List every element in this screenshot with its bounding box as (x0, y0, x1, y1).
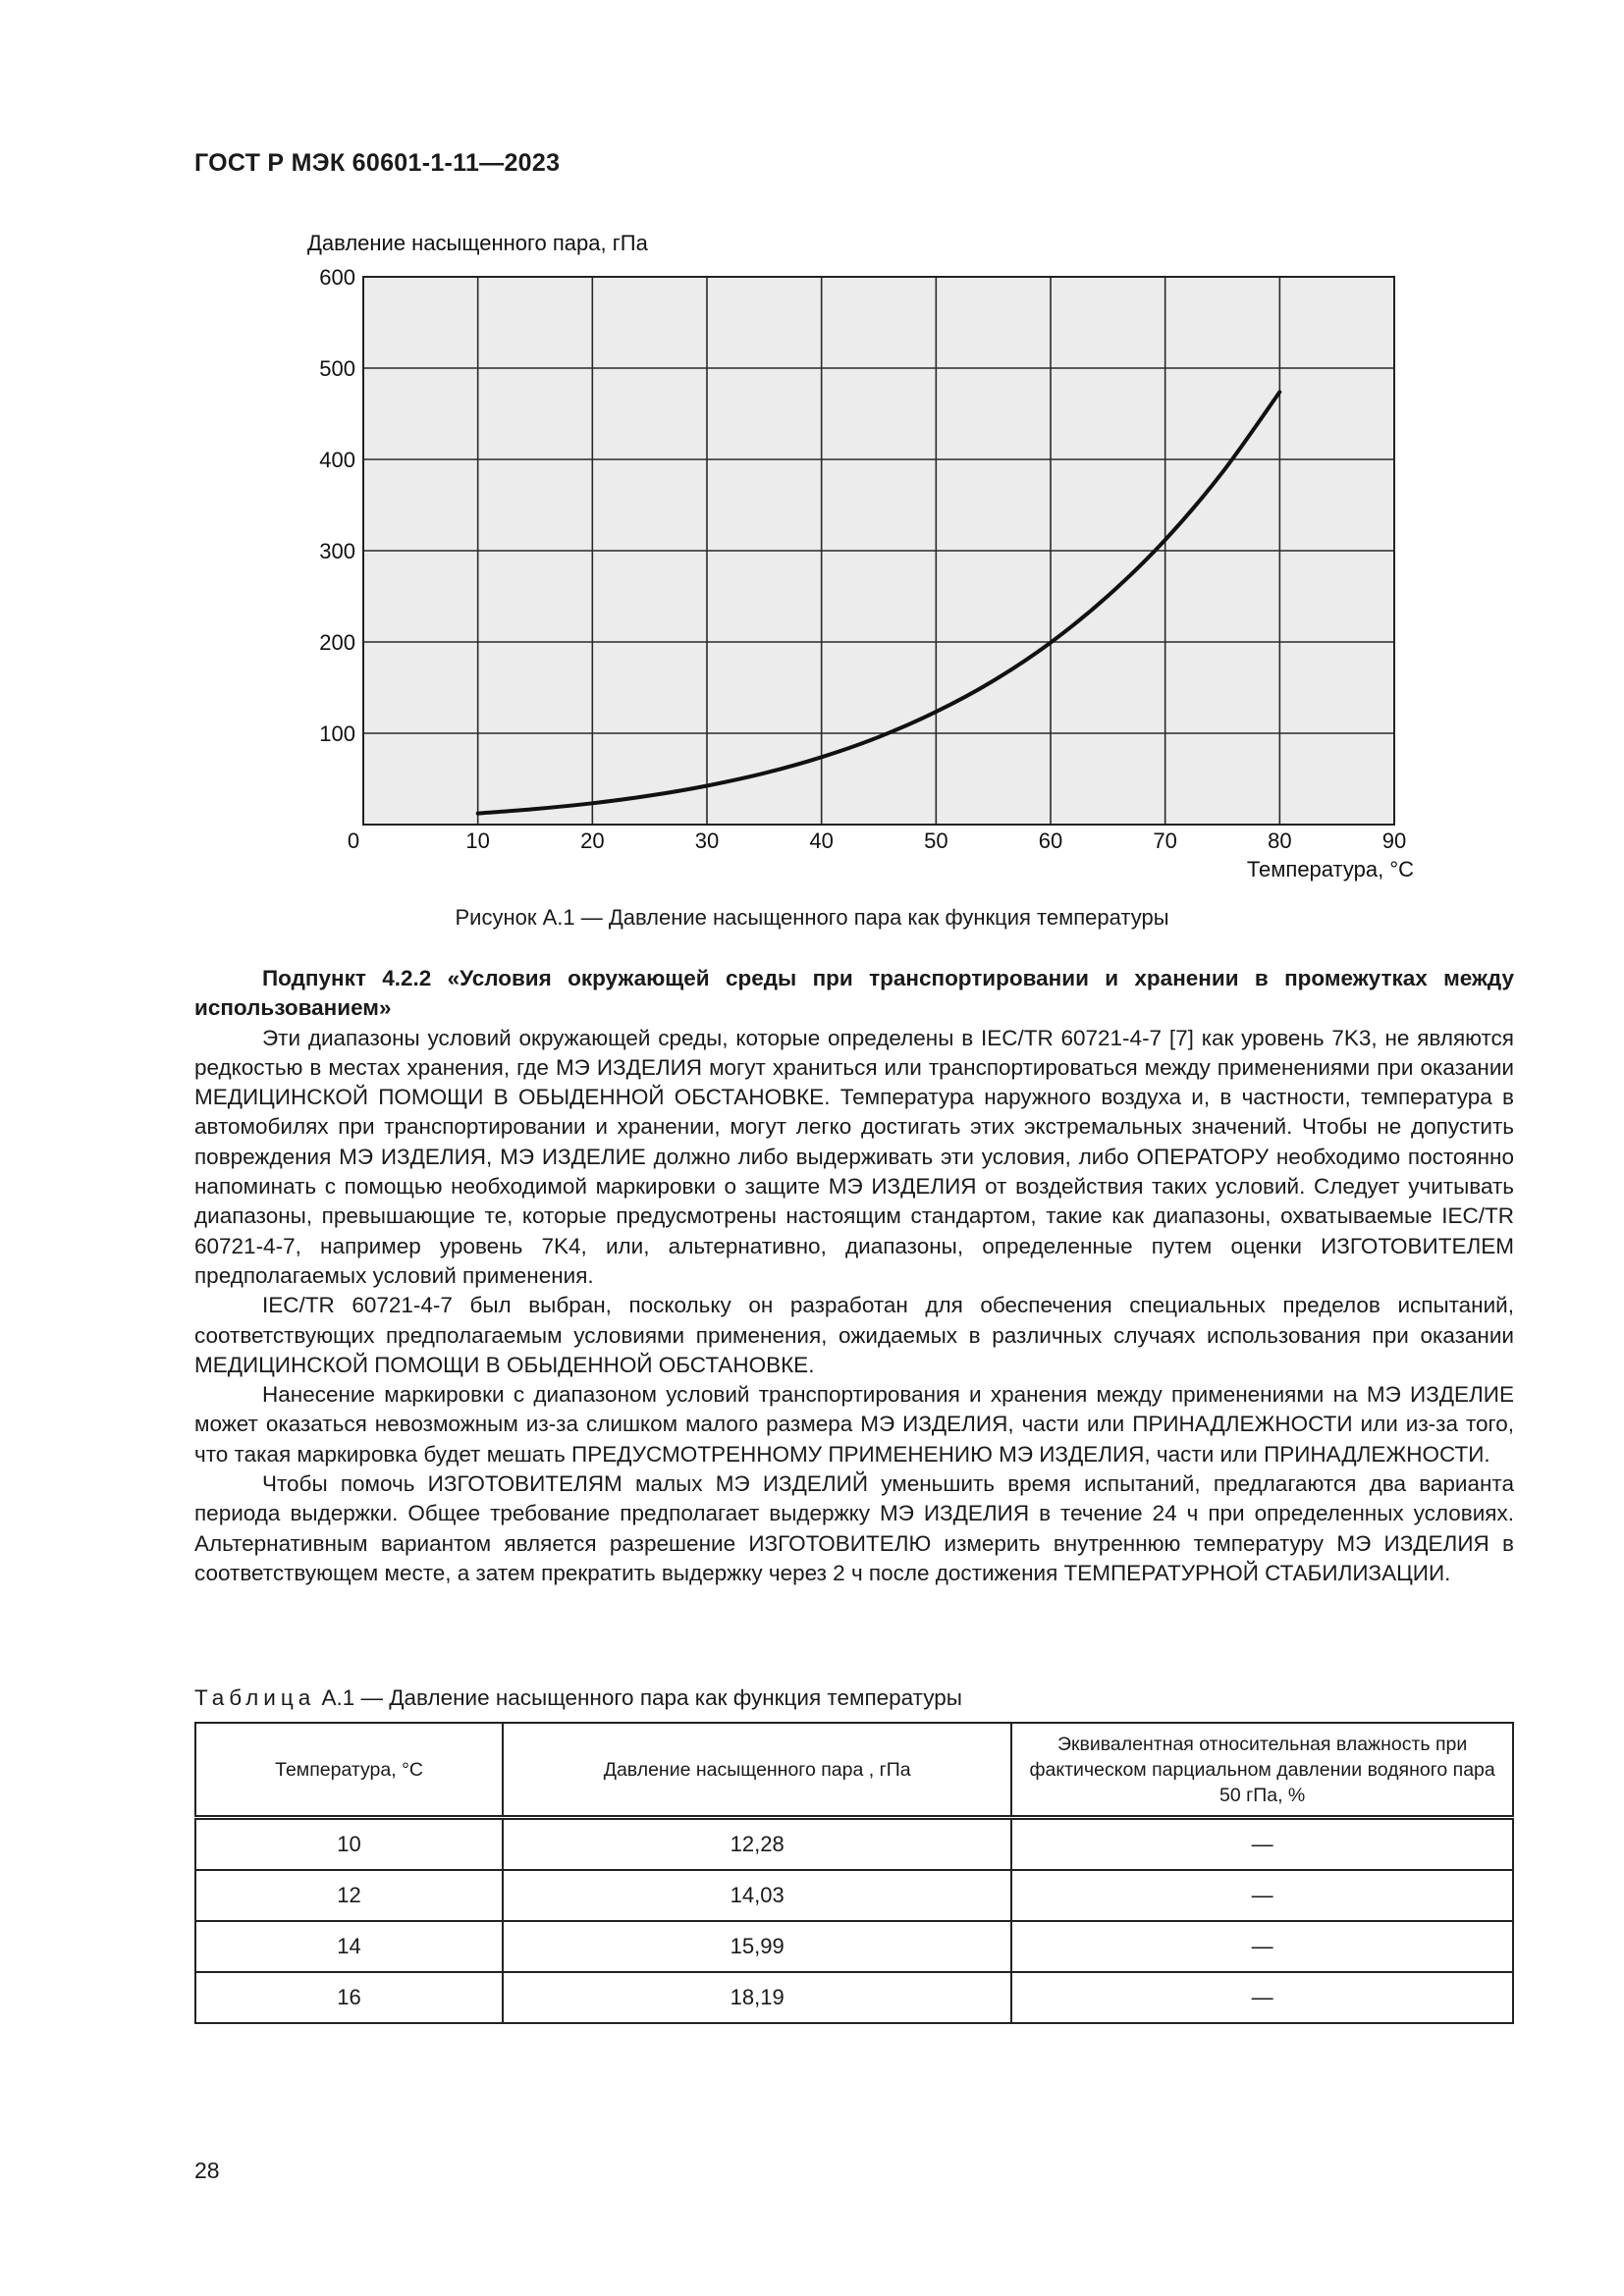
chart-y-tick-labels (319, 265, 355, 746)
table-title (194, 1685, 962, 1711)
paragraph: Эти диапазоны условий окружающей среды, которые определены в IEC/TR 60721-4-7 [7] как уровень 7K3, не являются редкостью в местах хранения, где МЭ ИЗДЕЛИЯ могут храниться или транспортироваться между применениями при оказании МЕДИЦИНСКОЙ ПОМОЩИ В ОБЫДЕННОЙ ОБСТАНОВКЕ. Температура наружного воздуха и, в частности, температура в автомобилях при транспортировании и хранении, могут легко достигать этих экстремальных значений. Чтобы не допустить повреждения МЭ ИЗДЕЛИЯ, МЭ ИЗДЕЛИЕ должно либо выдерживать эти условия, либо ОПЕРАТОРУ необходимо постоянно напоминать с помощью необходимой маркировки о защите МЭ ИЗДЕЛИЯ от воздействия таких условий. Следует учитывать диапазоны, превышающие те, которые предусмотрены настоящим стандартом, такие как диапазоны, охватываемые IEC/TR 60721-4-7, например уровень 7K4, или, альтернативно, диапазоны, определенные путем оценки ИЗГОТОВИТЕЛЕМ предполагаемых условий применения. (194, 1025, 1514, 1288)
page-number: 28 (194, 2158, 220, 2183)
x-tick-label: 50 (924, 828, 948, 853)
section-heading: Подпункт 4.2.2 «Условия окружающей среды при транспортировании и хранении в промежутках между использованием» (194, 966, 1514, 1021)
x-tick-label: 0 (347, 828, 360, 853)
table-row (195, 1972, 1513, 2023)
y-tick-label: 300 (319, 539, 355, 563)
chart-x-tick-labels (348, 828, 1406, 853)
cell-humidity: — (1011, 1870, 1513, 1921)
x-tick-label: 80 (1268, 828, 1292, 853)
y-tick-label: 200 (319, 630, 355, 655)
chart-y-axis-label: Давление насыщенного пара, гПа (307, 231, 648, 255)
table-title-prefix: Таблица (194, 1685, 316, 1710)
cell-humidity: — (1011, 1972, 1513, 2023)
column-header-temperature: Температура, °С (195, 1723, 503, 1818)
y-tick-label: 100 (319, 721, 355, 746)
column-header-pressure: Давление насыщенного пара , гПа (503, 1723, 1011, 1818)
x-tick-label: 70 (1153, 828, 1177, 853)
table-row (195, 1870, 1513, 1921)
table-row (195, 1921, 1513, 1972)
standard-header: ГОСТ Р МЭК 60601-1-11—2023 (194, 149, 561, 177)
paragraph: IEC/TR 60721-4-7 был выбран, поскольку он разработан для обеспечения специальных пределов испытаний, соответствующих предполагаемым условиями применения, ожидаемых в различных случаях использования при оказании МЕДИЦИНСКОЙ ПОМОЩИ В ОБЫДЕННОЙ ОБСТАНОВКЕ. (194, 1293, 1514, 1377)
cell-temperature: 10 (195, 1818, 503, 1871)
column-header-humidity: Эквивалентная относительная влажность при фактическом парциальном давлении водяного пара 50 гПа, % (1011, 1723, 1513, 1818)
chart-x-axis-label: Температура, °С (1246, 857, 1414, 881)
cell-temperature: 12 (195, 1870, 503, 1921)
x-tick-label: 10 (465, 828, 490, 853)
x-tick-label: 40 (809, 828, 834, 853)
figure-caption: Рисунок А.1 — Давление насыщенного пара как функция температуры (455, 905, 1169, 930)
cell-pressure: 18,19 (503, 1972, 1011, 2023)
paragraph: Чтобы помочь ИЗГОТОВИТЕЛЯМ малых МЭ ИЗДЕЛИЙ уменьшить время испытаний, предлагаются два варианта периода выдержки. Общее требование предполагает выдержку МЭ ИЗДЕЛИЯ в течение 24 ч при определенных условиях. Альтернативным вариантом является разрешение ИЗГОТОВИТЕЛЮ измерить внутреннюю температуру МЭ ИЗДЕЛИЯ в соответствующем месте, а затем прекратить выдержку через 2 ч после достижения ТЕМПЕРАТУРНОЙ СТАБИЛИЗАЦИИ. (194, 1471, 1514, 1585)
cell-humidity: — (1011, 1818, 1513, 1871)
cell-temperature: 16 (195, 1972, 503, 2023)
y-tick-label: 400 (319, 448, 355, 472)
cell-pressure: 15,99 (503, 1921, 1011, 1972)
cell-humidity: — (1011, 1921, 1513, 1972)
vapor-pressure-chart (0, 0, 1624, 883)
table-row (195, 1818, 1513, 1871)
y-tick-label: 600 (319, 265, 355, 290)
x-tick-label: 90 (1381, 828, 1407, 853)
y-tick-label: 500 (319, 356, 355, 381)
cell-temperature: 14 (195, 1921, 503, 1972)
section-text (194, 964, 1514, 1588)
vapor-pressure-table (194, 1722, 1514, 2024)
cell-pressure: 14,03 (503, 1870, 1011, 1921)
table-title-text: А.1 — Давление насыщенного пара как функция температуры (315, 1685, 962, 1710)
cell-pressure: 12,28 (503, 1818, 1011, 1871)
table-header-row (195, 1723, 1513, 1818)
x-tick-label: 30 (694, 828, 720, 853)
x-tick-label: 60 (1038, 828, 1063, 853)
x-tick-label: 20 (580, 828, 605, 853)
paragraph: Нанесение маркировки с диапазоном условий транспортирования и хранения между применениями на МЭ ИЗДЕЛИЕ может оказаться невозможным из-за слишком малого размера МЭ ИЗДЕЛИЯ, части или ПРИНАДЛЕЖНОСТИ или из-за того, что такая маркировка будет мешать ПРЕДУСМОТРЕННОМУ ПРИМЕНЕНИЮ МЭ ИЗДЕЛИЯ, части или ПРИНАДЛЕЖНОСТИ. (194, 1382, 1514, 1467)
